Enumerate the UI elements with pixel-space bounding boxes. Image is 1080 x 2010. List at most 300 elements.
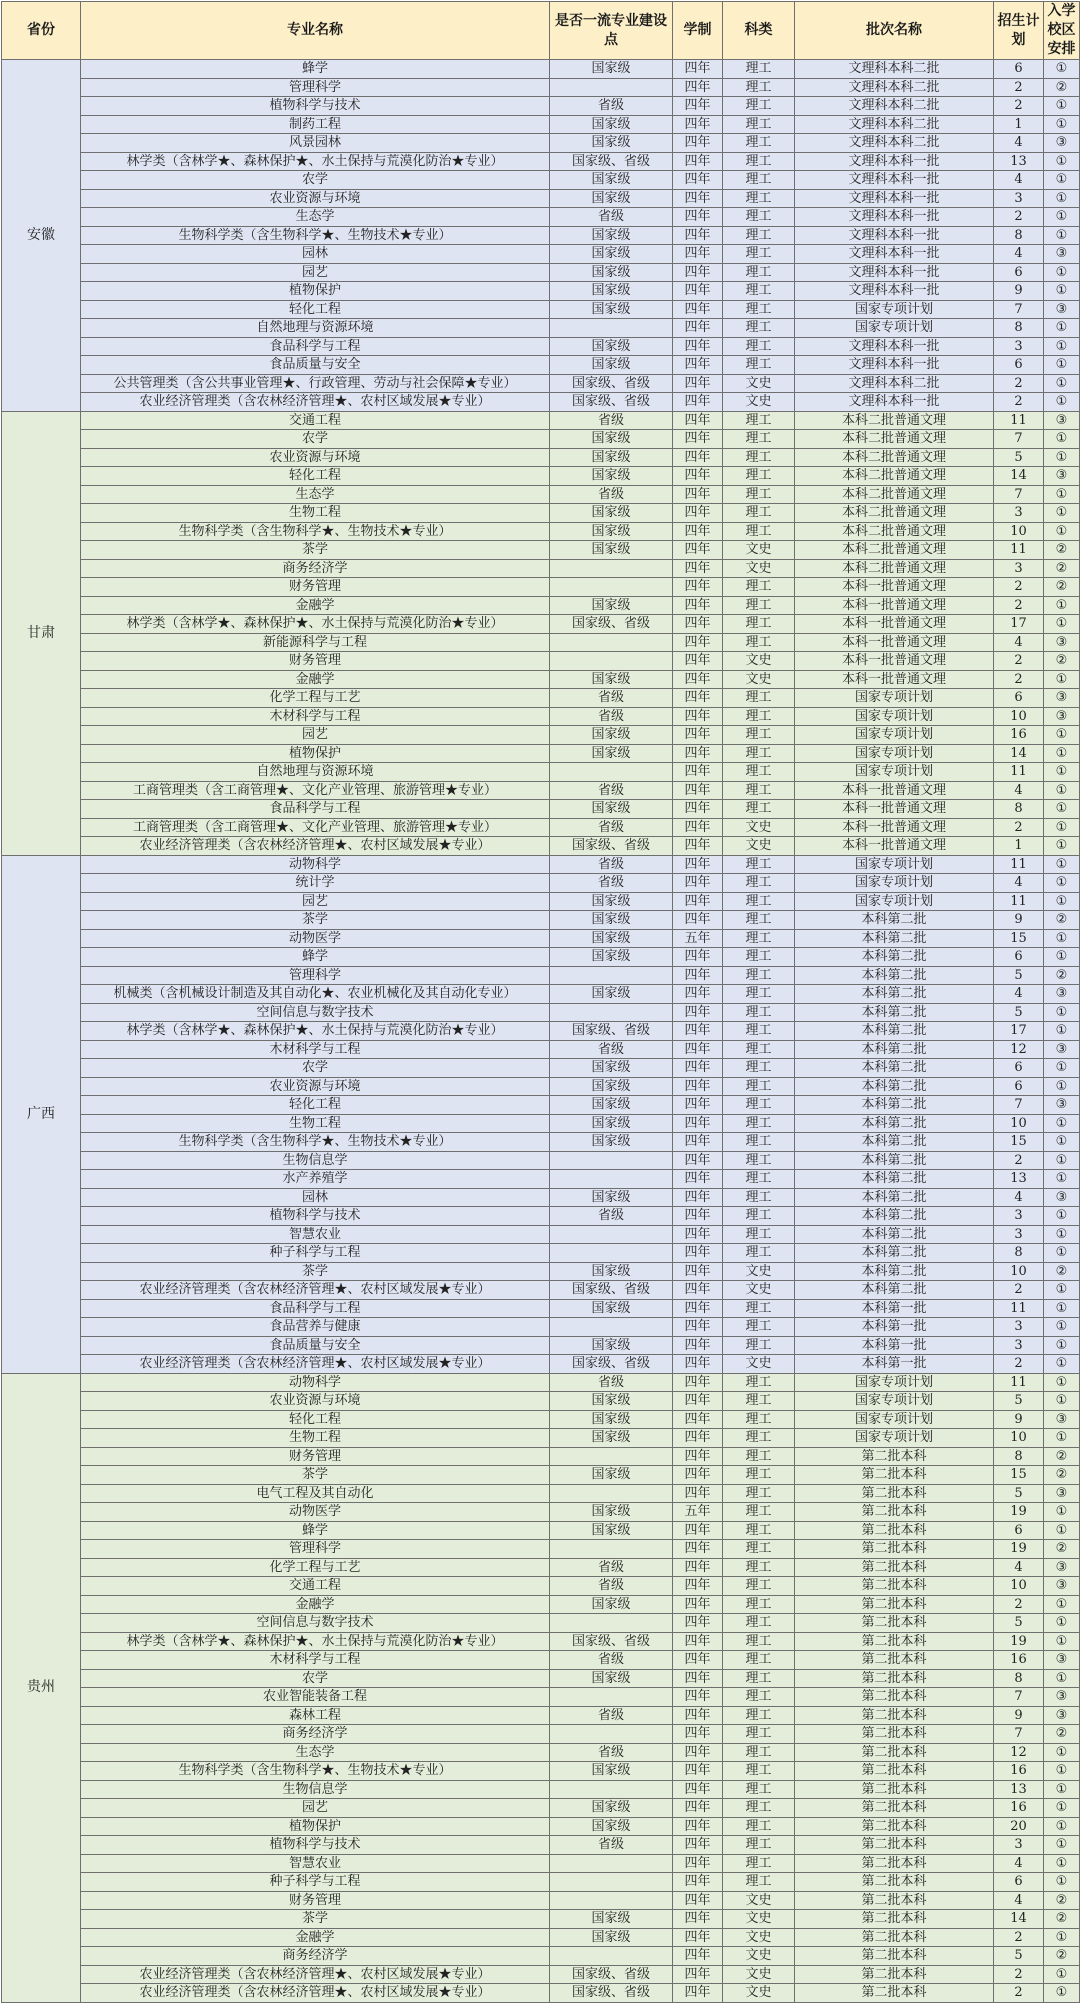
duration-cell: 四年 xyxy=(673,245,723,264)
campus-cell: ① xyxy=(1044,1632,1080,1651)
duration-cell: 四年 xyxy=(673,1706,723,1725)
duration-cell: 四年 xyxy=(673,1133,723,1152)
table-row xyxy=(2,1614,1080,1633)
enrollment-plan-cell: 2 xyxy=(994,1355,1044,1374)
enrollment-plan-cell: 14 xyxy=(994,467,1044,486)
campus-cell: ① xyxy=(1044,1059,1080,1078)
enrollment-plan-cell: 6 xyxy=(994,1059,1044,1078)
major-name-cell: 园艺 xyxy=(81,892,550,911)
first-class-cell: 国家级 xyxy=(550,1521,673,1540)
batch-cell: 本科第二批 xyxy=(795,929,994,948)
category-cell: 理工 xyxy=(723,892,795,911)
category-cell: 理工 xyxy=(723,300,795,319)
duration-cell: 四年 xyxy=(673,1244,723,1263)
duration-cell: 四年 xyxy=(673,781,723,800)
campus-cell: ① xyxy=(1044,1077,1080,1096)
enrollment-plan-cell: 2 xyxy=(994,1281,1044,1300)
category-cell: 文史 xyxy=(723,1965,795,1984)
batch-cell: 第二批本科 xyxy=(795,1688,994,1707)
header-major-name: 专业名称 xyxy=(81,2,550,60)
enrollment-plan-cell: 4 xyxy=(994,1891,1044,1910)
duration-cell: 四年 xyxy=(673,1281,723,1300)
campus-cell: ① xyxy=(1044,485,1080,504)
category-cell: 理工 xyxy=(723,800,795,819)
category-cell: 理工 xyxy=(723,60,795,79)
category-cell: 理工 xyxy=(723,134,795,153)
enrollment-plan-cell: 3 xyxy=(994,189,1044,208)
enrollment-plan-cell: 10 xyxy=(994,1114,1044,1133)
major-name-cell: 植物科学与技术 xyxy=(81,1207,550,1226)
first-class-cell: 国家级、省级 xyxy=(550,1632,673,1651)
enrollment-plan-cell: 19 xyxy=(994,1632,1044,1651)
category-cell: 理工 xyxy=(723,189,795,208)
campus-cell: ① xyxy=(1044,1817,1080,1836)
batch-cell: 本科第二批 xyxy=(795,1225,994,1244)
first-class-cell: 国家级 xyxy=(550,430,673,449)
duration-cell: 四年 xyxy=(673,1299,723,1318)
campus-cell: ① xyxy=(1044,1984,1080,2003)
enrollment-plan-cell: 6 xyxy=(994,356,1044,375)
table-row xyxy=(2,541,1080,560)
duration-cell: 四年 xyxy=(673,1780,723,1799)
category-cell: 文史 xyxy=(723,374,795,393)
batch-cell: 本科第二批 xyxy=(795,1244,994,1263)
batch-cell: 国家专项计划 xyxy=(795,319,994,338)
table-row xyxy=(2,1891,1080,1910)
campus-cell: ① xyxy=(1044,356,1080,375)
table-row xyxy=(2,1540,1080,1559)
duration-cell: 四年 xyxy=(673,300,723,319)
first-class-cell xyxy=(550,1540,673,1559)
first-class-cell: 国家级 xyxy=(550,189,673,208)
category-cell: 理工 xyxy=(723,596,795,615)
enrollment-plan-cell: 7 xyxy=(994,430,1044,449)
major-name-cell: 机械类（含机械设计制造及其自动化★、农业机械化及其自动化专业） xyxy=(81,985,550,1004)
first-class-cell xyxy=(550,1244,673,1263)
duration-cell: 四年 xyxy=(673,966,723,985)
batch-cell: 第二批本科 xyxy=(795,1891,994,1910)
major-name-cell: 交通工程 xyxy=(81,1577,550,1596)
campus-cell: ① xyxy=(1044,1336,1080,1355)
first-class-cell xyxy=(550,1947,673,1966)
major-name-cell: 园艺 xyxy=(81,263,550,282)
campus-cell: ① xyxy=(1044,1854,1080,1873)
campus-cell: ② xyxy=(1044,578,1080,597)
category-cell: 理工 xyxy=(723,1873,795,1892)
batch-cell: 本科一批普通文理 xyxy=(795,652,994,671)
duration-cell: 四年 xyxy=(673,134,723,153)
category-cell: 理工 xyxy=(723,985,795,1004)
first-class-cell xyxy=(550,319,673,338)
enrollment-plan-cell: 8 xyxy=(994,226,1044,245)
first-class-cell xyxy=(550,1725,673,1744)
first-class-cell: 国家级、省级 xyxy=(550,374,673,393)
table-row xyxy=(2,1577,1080,1596)
major-name-cell: 生物科学类（含生物科学★、生物技术★专业） xyxy=(81,226,550,245)
campus-cell: ① xyxy=(1044,1244,1080,1263)
category-cell: 理工 xyxy=(723,1336,795,1355)
first-class-cell: 国家级、省级 xyxy=(550,1984,673,2003)
batch-cell: 文理科本科二批 xyxy=(795,78,994,97)
header-province: 省份 xyxy=(2,2,81,60)
table-row xyxy=(2,1003,1080,1022)
enrollment-plan-cell: 17 xyxy=(994,615,1044,634)
first-class-cell xyxy=(550,559,673,578)
category-cell: 文史 xyxy=(723,393,795,412)
duration-cell: 四年 xyxy=(673,1540,723,1559)
first-class-cell: 国家级 xyxy=(550,1059,673,1078)
category-cell: 文史 xyxy=(723,837,795,856)
enrollment-plan-cell: 11 xyxy=(994,541,1044,560)
table-row xyxy=(2,411,1080,430)
major-name-cell: 园艺 xyxy=(81,726,550,745)
first-class-cell: 国家级、省级 xyxy=(550,1022,673,1041)
duration-cell: 四年 xyxy=(673,522,723,541)
major-name-cell: 生态学 xyxy=(81,1743,550,1762)
admissions-table xyxy=(1,1,1080,2003)
batch-cell: 文理科本科一批 xyxy=(795,152,994,171)
duration-cell: 四年 xyxy=(673,1614,723,1633)
first-class-cell xyxy=(550,1225,673,1244)
enrollment-plan-cell: 2 xyxy=(994,1984,1044,2003)
campus-cell: ① xyxy=(1044,726,1080,745)
enrollment-plan-cell: 6 xyxy=(994,263,1044,282)
duration-cell: 四年 xyxy=(673,818,723,837)
first-class-cell: 国家级 xyxy=(550,504,673,523)
batch-cell: 第二批本科 xyxy=(795,1928,994,1947)
duration-cell: 四年 xyxy=(673,911,723,930)
batch-cell: 第二批本科 xyxy=(795,1854,994,1873)
category-cell: 理工 xyxy=(723,1836,795,1855)
category-cell: 理工 xyxy=(723,208,795,227)
campus-cell: ① xyxy=(1044,1521,1080,1540)
category-cell: 文史 xyxy=(723,1910,795,1929)
enrollment-plan-cell: 2 xyxy=(994,670,1044,689)
major-name-cell: 蜂学 xyxy=(81,60,550,79)
duration-cell: 四年 xyxy=(673,670,723,689)
duration-cell: 四年 xyxy=(673,615,723,634)
major-name-cell: 生态学 xyxy=(81,485,550,504)
table-row xyxy=(2,1780,1080,1799)
duration-cell: 四年 xyxy=(673,559,723,578)
table-row xyxy=(2,1040,1080,1059)
enrollment-plan-cell: 11 xyxy=(994,763,1044,782)
duration-cell: 四年 xyxy=(673,1170,723,1189)
duration-cell: 四年 xyxy=(673,689,723,708)
table-row xyxy=(2,1022,1080,1041)
campus-cell: ③ xyxy=(1044,411,1080,430)
enrollment-plan-cell: 1 xyxy=(994,115,1044,134)
major-name-cell: 财务管理 xyxy=(81,652,550,671)
first-class-cell: 国家级 xyxy=(550,115,673,134)
enrollment-plan-cell: 13 xyxy=(994,1170,1044,1189)
table-row xyxy=(2,596,1080,615)
major-name-cell: 动物科学 xyxy=(81,1373,550,1392)
major-name-cell: 林学类（含林学★、森林保护★、水土保持与荒漠化防治★专业） xyxy=(81,1022,550,1041)
first-class-cell: 国家级 xyxy=(550,1910,673,1929)
first-class-cell: 国家级、省级 xyxy=(550,393,673,412)
duration-cell: 四年 xyxy=(673,1521,723,1540)
table-row xyxy=(2,1632,1080,1651)
enrollment-plan-cell: 4 xyxy=(994,781,1044,800)
enrollment-plan-cell: 2 xyxy=(994,818,1044,837)
category-cell: 理工 xyxy=(723,78,795,97)
duration-cell: 四年 xyxy=(673,1096,723,1115)
table-row xyxy=(2,1836,1080,1855)
first-class-cell xyxy=(550,633,673,652)
campus-cell: ① xyxy=(1044,855,1080,874)
batch-cell: 第二批本科 xyxy=(795,1873,994,1892)
campus-cell: ② xyxy=(1044,1891,1080,1910)
category-cell: 理工 xyxy=(723,1225,795,1244)
first-class-cell xyxy=(550,1003,673,1022)
enrollment-plan-cell: 13 xyxy=(994,152,1044,171)
batch-cell: 文理科本科一批 xyxy=(795,189,994,208)
duration-cell: 四年 xyxy=(673,1836,723,1855)
major-name-cell: 生物信息学 xyxy=(81,1151,550,1170)
campus-cell: ③ xyxy=(1044,1096,1080,1115)
major-name-cell: 轻化工程 xyxy=(81,1410,550,1429)
campus-cell: ① xyxy=(1044,115,1080,134)
category-cell: 理工 xyxy=(723,1854,795,1873)
enrollment-plan-cell: 7 xyxy=(994,1725,1044,1744)
batch-cell: 第二批本科 xyxy=(795,1521,994,1540)
enrollment-plan-cell: 3 xyxy=(994,559,1044,578)
enrollment-plan-cell: 8 xyxy=(994,800,1044,819)
category-cell: 理工 xyxy=(723,1651,795,1670)
category-cell: 理工 xyxy=(723,467,795,486)
major-name-cell: 财务管理 xyxy=(81,578,550,597)
major-name-cell: 食品科学与工程 xyxy=(81,1299,550,1318)
enrollment-plan-cell: 1 xyxy=(994,837,1044,856)
batch-cell: 本科第二批 xyxy=(795,1133,994,1152)
first-class-cell: 国家级、省级 xyxy=(550,1355,673,1374)
campus-cell: ① xyxy=(1044,1392,1080,1411)
major-name-cell: 农业资源与环境 xyxy=(81,1392,550,1411)
campus-cell: ① xyxy=(1044,1318,1080,1337)
campus-cell: ② xyxy=(1044,1947,1080,1966)
batch-cell: 第二批本科 xyxy=(795,1503,994,1522)
first-class-cell: 省级 xyxy=(550,1743,673,1762)
duration-cell: 四年 xyxy=(673,1077,723,1096)
enrollment-plan-cell: 4 xyxy=(994,874,1044,893)
duration-cell: 四年 xyxy=(673,578,723,597)
duration-cell: 四年 xyxy=(673,948,723,967)
first-class-cell: 国家级 xyxy=(550,1077,673,1096)
campus-cell: ① xyxy=(1044,596,1080,615)
first-class-cell: 省级 xyxy=(550,1207,673,1226)
category-cell: 理工 xyxy=(723,1595,795,1614)
campus-cell: ② xyxy=(1044,1910,1080,1929)
campus-cell: ② xyxy=(1044,1262,1080,1281)
batch-cell: 本科第一批 xyxy=(795,1299,994,1318)
duration-cell: 五年 xyxy=(673,929,723,948)
major-name-cell: 农业智能装备工程 xyxy=(81,1688,550,1707)
duration-cell: 四年 xyxy=(673,1762,723,1781)
first-class-cell: 国家级 xyxy=(550,1188,673,1207)
first-class-cell: 省级 xyxy=(550,1577,673,1596)
major-name-cell: 植物科学与技术 xyxy=(81,97,550,116)
batch-cell: 文理科本科二批 xyxy=(795,134,994,153)
table-row xyxy=(2,263,1080,282)
duration-cell: 四年 xyxy=(673,1429,723,1448)
batch-cell: 本科二批普通文理 xyxy=(795,485,994,504)
table-body xyxy=(2,60,1080,2003)
batch-cell: 文理科本科二批 xyxy=(795,374,994,393)
campus-cell: ③ xyxy=(1044,985,1080,1004)
category-cell: 理工 xyxy=(723,726,795,745)
table-row xyxy=(2,948,1080,967)
first-class-cell xyxy=(550,1891,673,1910)
first-class-cell xyxy=(550,652,673,671)
first-class-cell: 国家级 xyxy=(550,467,673,486)
enrollment-plan-cell: 3 xyxy=(994,337,1044,356)
campus-cell: ① xyxy=(1044,152,1080,171)
campus-cell: ③ xyxy=(1044,1651,1080,1670)
category-cell: 理工 xyxy=(723,763,795,782)
batch-cell: 第二批本科 xyxy=(795,1762,994,1781)
table-row xyxy=(2,1725,1080,1744)
campus-cell: ① xyxy=(1044,1114,1080,1133)
enrollment-plan-cell: 7 xyxy=(994,1688,1044,1707)
enrollment-plan-cell: 11 xyxy=(994,855,1044,874)
enrollment-plan-cell: 13 xyxy=(994,1780,1044,1799)
header-campus: 入学校区安排 xyxy=(1044,2,1080,60)
major-name-cell: 木材科学与工程 xyxy=(81,1040,550,1059)
category-cell: 理工 xyxy=(723,1688,795,1707)
major-name-cell: 园艺 xyxy=(81,1799,550,1818)
enrollment-plan-cell: 3 xyxy=(994,1207,1044,1226)
duration-cell: 四年 xyxy=(673,411,723,430)
table-row xyxy=(2,152,1080,171)
first-class-cell xyxy=(550,1854,673,1873)
first-class-cell xyxy=(550,1780,673,1799)
batch-cell: 第二批本科 xyxy=(795,1836,994,1855)
duration-cell: 四年 xyxy=(673,1928,723,1947)
first-class-cell xyxy=(550,1688,673,1707)
table-row xyxy=(2,911,1080,930)
category-cell: 文史 xyxy=(723,1947,795,1966)
table-row xyxy=(2,1410,1080,1429)
major-name-cell: 统计学 xyxy=(81,874,550,893)
first-class-cell: 国家级 xyxy=(550,1928,673,1947)
batch-cell: 第二批本科 xyxy=(795,1466,994,1485)
category-cell: 理工 xyxy=(723,1392,795,1411)
major-name-cell: 农学 xyxy=(81,430,550,449)
batch-cell: 国家专项计划 xyxy=(795,1410,994,1429)
first-class-cell: 国家级 xyxy=(550,985,673,1004)
table-row xyxy=(2,1484,1080,1503)
major-name-cell: 农业资源与环境 xyxy=(81,189,550,208)
first-class-cell xyxy=(550,578,673,597)
campus-cell: ① xyxy=(1044,504,1080,523)
campus-cell: ① xyxy=(1044,1743,1080,1762)
batch-cell: 本科一批普通文理 xyxy=(795,615,994,634)
campus-cell: ① xyxy=(1044,781,1080,800)
batch-cell: 本科第二批 xyxy=(795,1281,994,1300)
campus-cell: ① xyxy=(1044,1133,1080,1152)
duration-cell: 四年 xyxy=(673,837,723,856)
category-cell: 理工 xyxy=(723,1207,795,1226)
table-row xyxy=(2,430,1080,449)
category-cell: 理工 xyxy=(723,929,795,948)
duration-cell: 四年 xyxy=(673,263,723,282)
batch-cell: 本科二批普通文理 xyxy=(795,559,994,578)
batch-cell: 第二批本科 xyxy=(795,1577,994,1596)
duration-cell: 四年 xyxy=(673,1799,723,1818)
category-cell: 理工 xyxy=(723,633,795,652)
first-class-cell xyxy=(550,1873,673,1892)
campus-cell: ① xyxy=(1044,1503,1080,1522)
table-row xyxy=(2,356,1080,375)
category-cell: 理工 xyxy=(723,1484,795,1503)
first-class-cell xyxy=(550,763,673,782)
table-row xyxy=(2,707,1080,726)
batch-cell: 本科第二批 xyxy=(795,1188,994,1207)
batch-cell: 第二批本科 xyxy=(795,1706,994,1725)
campus-cell: ③ xyxy=(1044,245,1080,264)
major-name-cell: 农业资源与环境 xyxy=(81,448,550,467)
batch-cell: 本科一批普通文理 xyxy=(795,596,994,615)
major-name-cell: 商务经济学 xyxy=(81,1947,550,1966)
batch-cell: 第二批本科 xyxy=(795,1780,994,1799)
enrollment-plan-cell: 3 xyxy=(994,1336,1044,1355)
table-row xyxy=(2,1373,1080,1392)
table-row xyxy=(2,763,1080,782)
campus-cell: ① xyxy=(1044,948,1080,967)
duration-cell: 四年 xyxy=(673,1022,723,1041)
duration-cell: 四年 xyxy=(673,1688,723,1707)
table-row xyxy=(2,1318,1080,1337)
duration-cell: 四年 xyxy=(673,1651,723,1670)
major-name-cell: 化学工程与工艺 xyxy=(81,689,550,708)
campus-cell: ① xyxy=(1044,1595,1080,1614)
first-class-cell xyxy=(550,78,673,97)
major-name-cell: 食品质量与安全 xyxy=(81,1336,550,1355)
duration-cell: 四年 xyxy=(673,633,723,652)
enrollment-plan-cell: 7 xyxy=(994,300,1044,319)
enrollment-plan-cell: 2 xyxy=(994,374,1044,393)
batch-cell: 第二批本科 xyxy=(795,1817,994,1836)
duration-cell: 四年 xyxy=(673,374,723,393)
first-class-cell: 国家级 xyxy=(550,263,673,282)
major-name-cell: 水产养殖学 xyxy=(81,1170,550,1189)
table-row xyxy=(2,1466,1080,1485)
enrollment-plan-cell: 2 xyxy=(994,1965,1044,1984)
major-name-cell: 生物工程 xyxy=(81,1429,550,1448)
first-class-cell: 国家级 xyxy=(550,1096,673,1115)
duration-cell: 四年 xyxy=(673,985,723,1004)
duration-cell: 四年 xyxy=(673,855,723,874)
table-row xyxy=(2,1188,1080,1207)
category-cell: 理工 xyxy=(723,226,795,245)
major-name-cell: 金融学 xyxy=(81,596,550,615)
duration-cell: 四年 xyxy=(673,1669,723,1688)
campus-cell: ③ xyxy=(1044,1688,1080,1707)
campus-cell: ① xyxy=(1044,892,1080,911)
enrollment-plan-cell: 6 xyxy=(994,948,1044,967)
campus-cell: ① xyxy=(1044,430,1080,449)
enrollment-plan-cell: 6 xyxy=(994,1873,1044,1892)
campus-cell: ① xyxy=(1044,1836,1080,1855)
enrollment-plan-cell: 16 xyxy=(994,726,1044,745)
first-class-cell: 国家级 xyxy=(550,337,673,356)
table-row xyxy=(2,615,1080,634)
enrollment-plan-cell: 10 xyxy=(994,1262,1044,1281)
major-name-cell: 农业经济管理类（含农林经济管理★、农村区域发展★专业） xyxy=(81,1984,550,2003)
major-name-cell: 管理科学 xyxy=(81,78,550,97)
campus-cell: ① xyxy=(1044,1225,1080,1244)
